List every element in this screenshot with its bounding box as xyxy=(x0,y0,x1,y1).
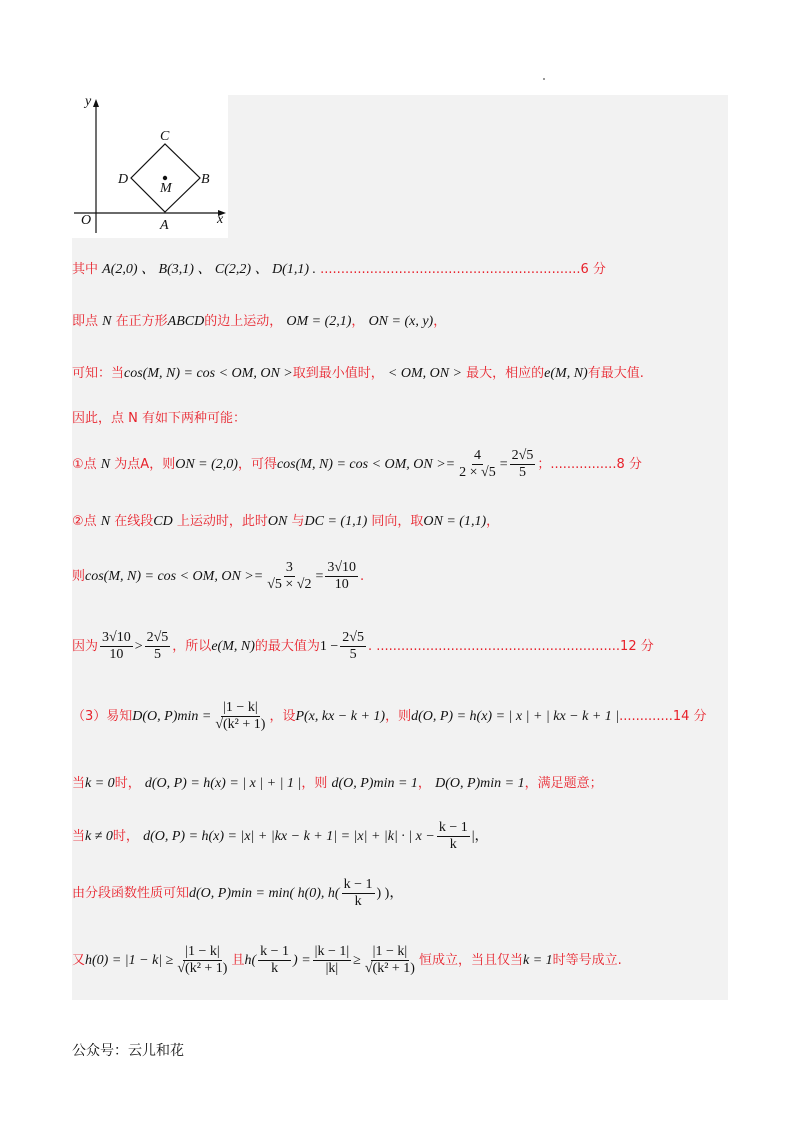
origin-label: O xyxy=(81,213,92,228)
vertex-a-label: A xyxy=(160,218,169,233)
line-k-nonzero: 当k ≠ 0时， d(O, P) = h(x) = |x| + |kx − k + 1| = |x| + |k| · | x − $\frac{k - 1}{k}$ |， xyxy=(72,820,489,852)
line-case-2-result: 则cos(M, N) = cos < OM, ON >= $\frac{3}{√5 \times √2}$ = $\frac{3√10}{10}$ . xyxy=(72,560,365,592)
line-piecewise: 由分段函数性质可知d(O, P)min = min( h(0), h( $\frac{k - 1}{k}$ ) )， xyxy=(72,877,404,909)
axis-x-label: x xyxy=(217,212,224,227)
line-two-cases: 因此，点 N 有如下两种可能： xyxy=(72,411,246,426)
vertex-d-label: D xyxy=(118,172,129,187)
line-max-value: 因为 $\frac{3√10}{10}$ > $\frac{2√5}{5}$ ，所以e(M, N)的最大值为1 − $\frac{2√5}{5}$ . ...........................................................12 分 xyxy=(72,630,654,662)
line-vertices: 其中 A(2,0) 、 B(3,1) 、 C(2,2) 、 D(1,1) . ...............................................................6 分 xyxy=(72,262,606,277)
footer-account: 公众号：云儿和花 xyxy=(72,1043,184,1059)
line-case-1: ①点 N 为点A，则ON = (2,0)，可得cos(M, N) = cos < OM, ON >= $\frac{4}{2 \times √5}$ = $\frac{2√5}{5}$ ；................8 分 xyxy=(72,448,642,480)
vertex-b-label: B xyxy=(201,172,210,187)
line-case-2: ②点 N 在线段CD 上运动时，此时ON 与DC = (1,1) 同向，取ON = (1,1)， xyxy=(72,514,500,529)
square-figure xyxy=(72,95,228,238)
line-conclusion: 又h(0) = |1 − k| ≥ $\frac{|1 - k|}{\text{√(k² + 1)}}$ 且h( $\frac{k - 1}{k}$ ) = $\frac{|k - 1|}{|k|}$ ≥ $\frac{|1 - k|}{\text{√(k² + 1)}}$ 恒成立，当且仅当k = 1时等号成立. xyxy=(72,944,622,976)
line-point-n: 即点 N 在正方形ABCD的边上运动， OM = (2,1)， ON = (x, y)， xyxy=(72,314,447,329)
line-k-zero: 当k = 0时， d(O, P) = h(x) = | x | + | 1 |，则 d(O, P)min = 1， D(O, P)min = 1，满足题意； xyxy=(72,776,603,791)
stray-dot xyxy=(543,78,545,80)
vertex-c-label: C xyxy=(160,129,170,144)
center-m-label: M xyxy=(160,181,172,196)
axis-y-label: y xyxy=(85,95,92,109)
line-condition: 可知：当cos(M, N) = cos < OM, ON >取到最小值时， < OM, ON > 最大，相应的e(M, N)有最大值. xyxy=(72,366,644,381)
line-part-3: （3）易知D(O, P)min = $\frac{|1 - k|}{\text{√(k² + 1)}}$ ，设P(x, kx − k + 1)，则d(O, P) = h(x) = | x | + | kx − k + 1 |.............14 分 xyxy=(72,700,707,732)
